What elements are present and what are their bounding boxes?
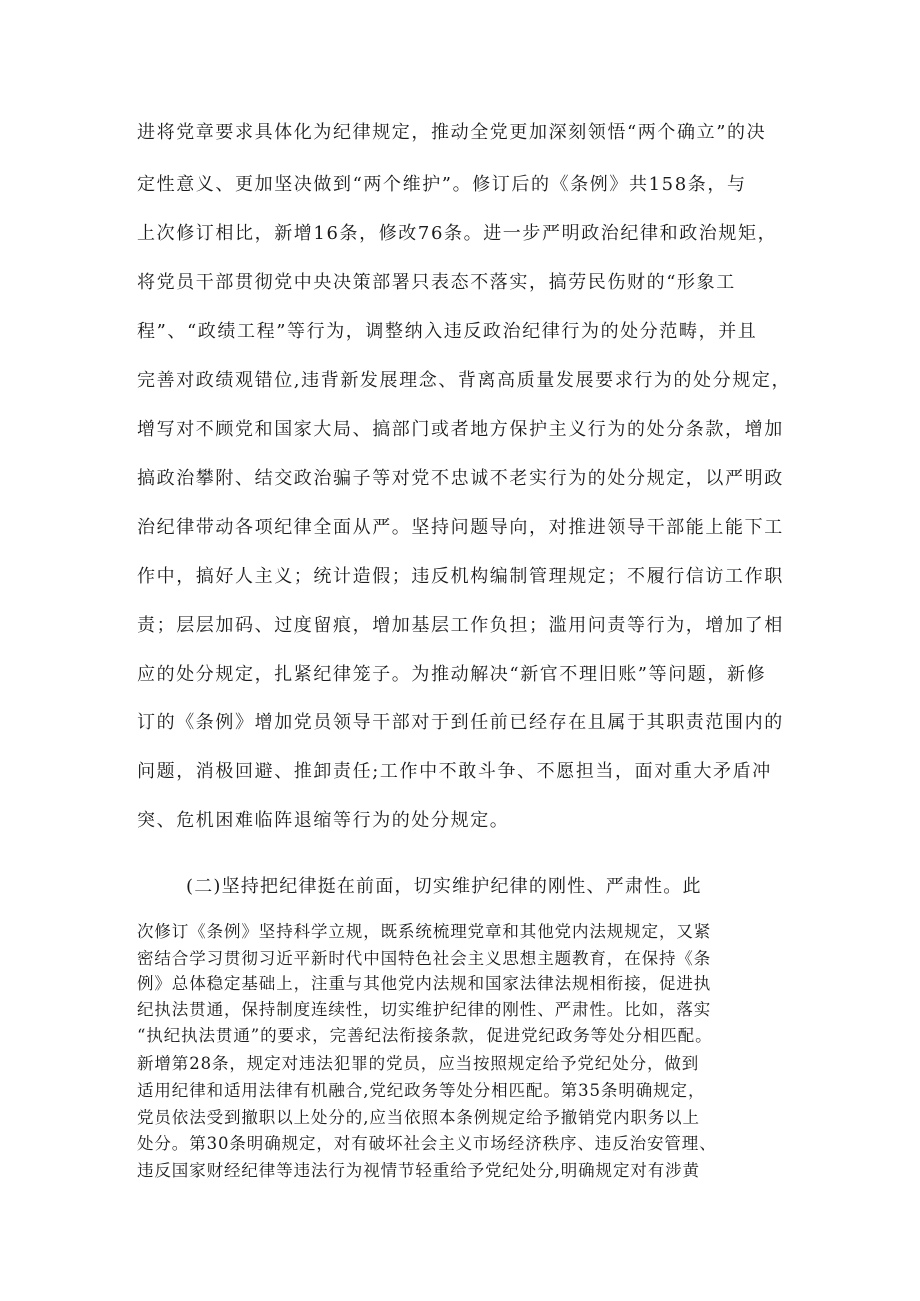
text-line: 责；层层加码、过度留痕，增加基层工作负担；滥用问责等行为，增加了相 — [137, 615, 784, 636]
text-line: 订的《条例》增加党员领导干部对于到任前已经存在且属于其职责范围内的 — [137, 712, 784, 733]
text-line: 治纪律带动各项纪律全面从严。坚持问题导向，对推进领导干部能上能下工 — [137, 517, 784, 538]
section-heading: (二)坚持把纪律挺在前面，切实维护纪律的刚性、严肃性。此 — [186, 876, 702, 897]
text-line: 次修订《条例》坚持科学立规，既系统梳理党章和其他党内法规规定，又紧 — [137, 922, 712, 941]
text-line: 密结合学习贯彻习近平新时代中国特色社会主义思想主题教育，在保持《条 — [137, 949, 712, 968]
text-line: 党员依法受到撤职以上处分的,应当依照本条例规定给予撤销党内职务以上 — [137, 1108, 700, 1127]
text-line: 纪执法贯通，保持制度连续性，切实维护纪律的刚性、严肃性。比如，落实 — [137, 1000, 712, 1019]
text-line: 定性意义、更加坚决做到“两个维护”。修订后的《条例》共158条，与 — [137, 174, 747, 195]
text-line: 适用纪律和适用法律有机融合,党纪政务等处分相匹配。第35条明确规定， — [137, 1081, 706, 1100]
text-line: 应的处分规定，扎紧纪律笼子。为推动解决“新官不理旧账”等问题，新修 — [137, 664, 767, 685]
text-line: 程”、“政绩工程”等行为，调整纳入违反政治纪律行为的处分范畴，并且 — [137, 321, 758, 342]
text-line: “执纪执法贯通”的要求，完善纪法衔接条款，促进党纪政务等处分相匹配。 — [137, 1026, 713, 1045]
text-line: 新增第28条，规定对违法犯罪的党员，应当按照规定给予党纪处分，做到 — [137, 1054, 700, 1073]
text-line: 例》总体稳定基础上，注重与其他党内法规和国家法律法规相衔接，促进执 — [137, 974, 712, 993]
text-line: 上次修订相比，新增16条，修改76条。进一步严明政治纪律和政治规矩， — [137, 223, 778, 244]
text-line: 将党员干部贯彻党中央决策部署只表态不落实，搞劳民伤财的“形象工 — [137, 272, 736, 293]
text-line: 问题，消极回避、推卸责任;工作中不敢斗争、不愿担当，面对重大矛盾冲 — [137, 761, 772, 782]
text-line: 完善对政绩观错位,违背新发展理念、背离高质量发展要求行为的处分规定， — [137, 370, 792, 391]
text-line: 突、危机困难临阵退缩等行为的处分规定。 — [137, 810, 510, 831]
text-line: 作中，搞好人主义；统计造假；违反机构编制管理规定；不履行信访工作职 — [137, 566, 784, 587]
text-line: 违反国家财经纪律等违法行为视情节轻重给予党纪处分,明确规定对有涉黄 — [137, 1161, 700, 1180]
text-line: 增写对不顾党和国家大局、搞部门或者地方保护主义行为的处分条款，增加 — [137, 419, 784, 440]
text-line: 处分。第30条明确规定，对有破坏社会主义市场经济秩序、违反治安管理、 — [137, 1134, 717, 1153]
text-line: 进将党章要求具体化为纪律规定，推动全党更加深刻领悟“两个确立”的决 — [137, 122, 767, 143]
text-line: 搞政治攀附、结交政治骗子等对党不忠诚不老实行为的处分规定，以严明政 — [137, 468, 784, 489]
